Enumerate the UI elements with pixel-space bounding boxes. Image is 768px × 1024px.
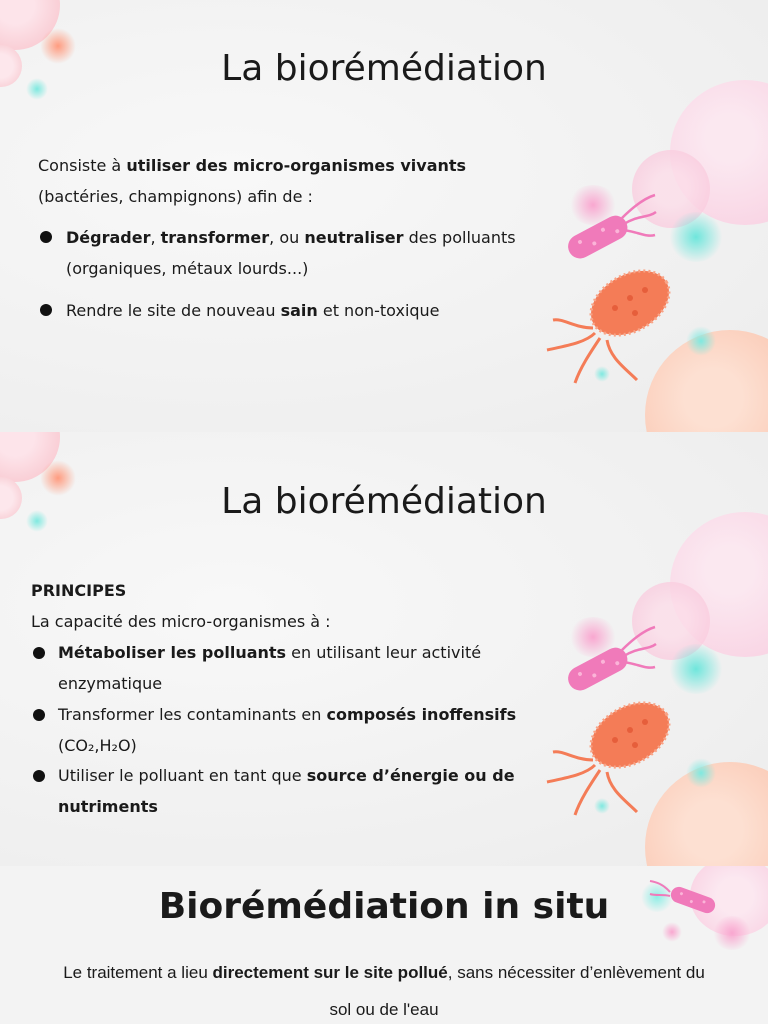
description-bold-text: directement sur le site pollué [212,963,448,982]
bullet-dot [40,231,52,243]
bullet-bold-text: transformer [160,228,270,247]
bullet-bold-text: sain [280,301,318,320]
bullet-dot [33,709,45,721]
bullet-bold-text: source d’énergie ou de [306,766,515,785]
glow-decoration [686,758,716,788]
bullet-bold-text: Dégrader [66,228,151,247]
description-text: , sans nécessiter d’enlèvement du [447,963,705,982]
bullet-text: , [150,228,161,247]
bullet-dot [33,647,45,659]
orange-bacterium-illustration [545,690,685,820]
section-heading: PRINCIPES [31,581,127,600]
bullet-bold-text: composés inoffensifs [326,705,517,724]
intro-text-line-2: (bactéries, champignons) afin de : [38,187,313,206]
glow-decoration [668,212,724,262]
bullet-item [58,699,516,761]
slide-title: Biorémédiation in situ [158,886,610,927]
description-text: Le traitement a lieu [63,963,213,982]
bullet-text-line-2: (organiques, métaux lourds...) [66,259,309,278]
slide-3 [0,866,768,1024]
orange-bacterium-illustration [545,258,685,388]
bullet-item [58,760,515,822]
description-paragraph [20,954,748,1024]
bullet-text-line-2: (CO₂,H₂O) [58,736,137,755]
bullet-bold-text-line-2: nutriments [58,797,158,816]
intro-paragraph [38,150,466,212]
intro-text: Consiste à [38,156,127,175]
description-text-line-2: sol ou de l'eau [329,1000,439,1019]
slide-1 [0,0,768,432]
glow-decoration [668,644,724,694]
bullet-text: Transformer les contaminants en [58,705,327,724]
bullet-text: en utilisant leur activité [286,643,482,662]
bullet-text: des polluants [403,228,516,247]
bullet-item [58,637,481,699]
bullet-dot [33,770,45,782]
intro-bold-text: utiliser des micro-organismes vivants [126,156,467,175]
bullet-text-line-2: enzymatique [58,674,163,693]
bullet-bold-text: neutraliser [304,228,404,247]
bullet-item [66,295,440,326]
bullet-text: Utiliser le polluant en tant que [58,766,307,785]
bullet-bold-text: Métaboliser les polluants [58,643,287,662]
intro-paragraph: La capacité des micro-organismes à : [31,612,331,631]
bullet-text: Rendre le site de nouveau [66,301,281,320]
bullet-text: , ou [269,228,305,247]
bullet-dot [40,304,52,316]
glow-decoration [686,326,716,356]
slide-title: La biorémédiation [221,481,547,522]
slide-2 [0,432,768,866]
slide-title: La biorémédiation [221,48,547,89]
bullet-text: et non-toxique [317,301,440,320]
bullet-item [66,222,516,284]
